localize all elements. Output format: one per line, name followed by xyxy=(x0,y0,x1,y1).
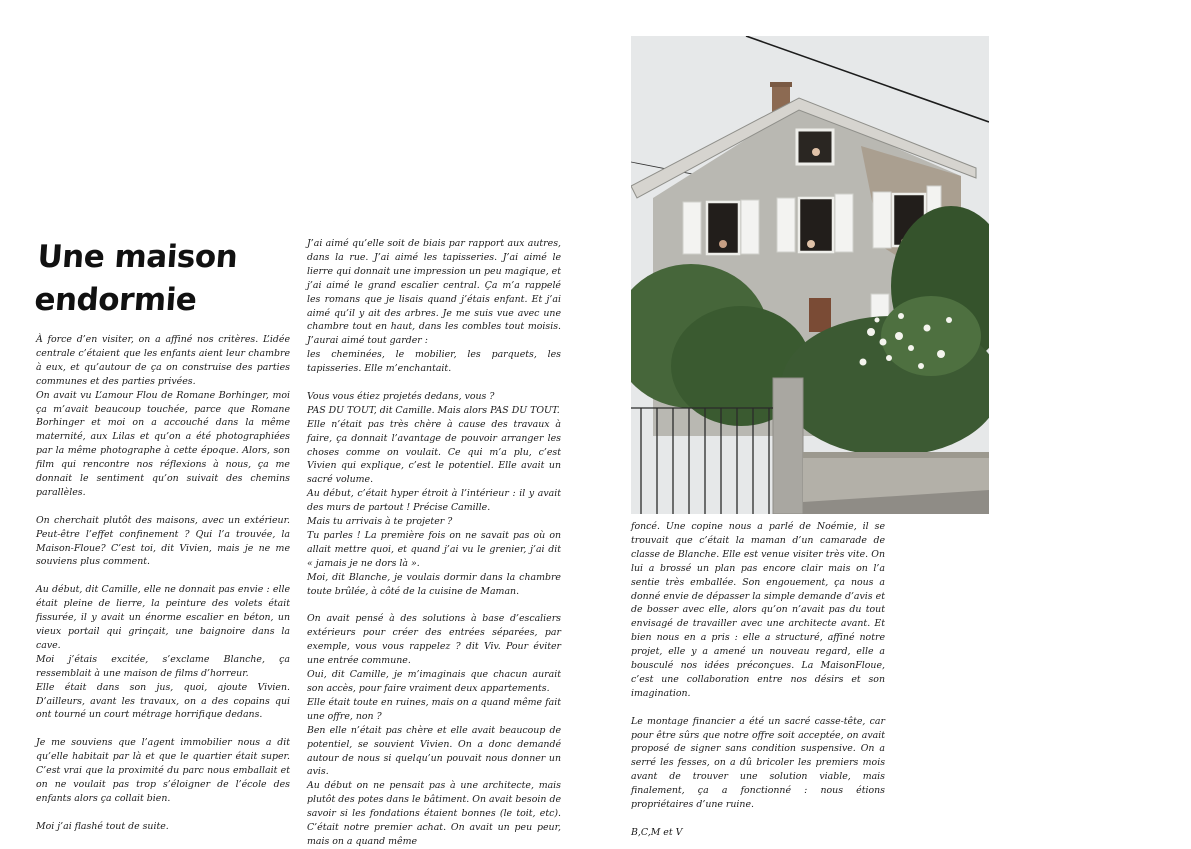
paragraph: Elle était toute en ruines, mais on a quand même fait une offre, non ? xyxy=(307,696,561,722)
text-column-3 xyxy=(631,520,885,840)
paragraph: Mais tu arrivais à te projeter ? xyxy=(307,516,453,528)
text-column-2 xyxy=(307,237,561,849)
paragraph: les cheminées, le mobilier, les parquets, les tapisseries. Elle m’enchantait. xyxy=(307,349,561,375)
text-column-1 xyxy=(36,333,290,834)
window-top xyxy=(797,130,833,164)
paragraph: foncé. Une copine nous a parlé de Noémie, il se trouvait que c’était la maman d’un camarade de classe de Blanche. Elle est venue visiter très vite. On lui a brossé un plan pas encore clair mais on l’a sentie très emballée. Son engouement, ça nous a donné envie de dépasser la simple demande d’avis et de bosser avec elle, alors qu’on n’avait pas du tout envisagé de travailler avec une architecte avant. Et bien nous en a pris : elle a structuré, affiné notre projet, elle y a amené un nouveau regard, elle a bousculé nos idées préconçues. La MaisonFloue, c’est une collaboration entre nos désirs et son imagination. xyxy=(631,521,885,699)
paragraph: Oui, dit Camille, je m’imaginais que chacun aurait son accès, pour faire vraiment deux appartements. xyxy=(307,669,561,694)
paragraph: À force d’en visiter, on a affiné nos critères. L’idée centrale c’étaient que les enfants aient leur chambre à eux, et qu’autour de ça on construise des parties communes et des parties privées. xyxy=(36,334,290,387)
paragraph: Au début on ne pensait pas à une architecte, mais plutôt des potes dans le bâtiment. On avait besoin de savoir si les fondations étaient bonnes (le toit, etc). C’était notre premier achat. On avait un peu peur, mais on a quand même xyxy=(307,780,561,847)
house-illustration xyxy=(631,36,989,514)
paragraph: Moi j’étais excitée, s’exclame Blanche, ça ressemblait à une maison de films d’horreur. xyxy=(36,653,290,679)
shutter xyxy=(873,192,891,248)
person xyxy=(719,240,727,248)
paragraph: J’ai aimé qu’elle soit de biais par rapport aux autres, dans la rue. J’ai aimé les tapisseries. J’ai aimé le lierre qui donnait une impression un peu magique, et j’ai aimé le grand escalier central. Ça m’a rappelé les romans que je lisais quand j’étais enfant. Et j’ai aimé qu’il y ait des arbres. Je me suis vue avec une chambre tout en haut, dans les combles tout moisis. J’aurai aimé tout garder : xyxy=(307,238,561,347)
paragraph: Elle était dans son jus, quoi, ajoute Vivien. D’ailleurs, avant les travaux, on a des copains qui ont tourné un court métrage horrifique dedans. xyxy=(36,681,290,721)
paragraph: Moi j’ai flashé tout de suite. xyxy=(36,820,169,832)
title-line-2: endormie xyxy=(33,282,198,318)
article-title xyxy=(33,236,279,322)
person xyxy=(812,148,820,156)
paragraph: Au début, dit Camille, elle ne donnait pas envie : elle était pleine de lierre, la peinture des volets était fissurée, il y avait un énorme escalier en béton, un vieux portail qui grinçait, une baignoire dans la cave. xyxy=(36,584,290,651)
paragraph: On avait vu L’amour Flou de Romane Borhinger, moi ça m’avait beaucoup touchée, parce que Romane Borhinger et moi on a accouché dans la même maternité, aux Lilas et qu’on a été photographiées par la même photographe à cette époque. Alors, son film qui rencontre nos réflexions à nous, ça me donnait le sentiment qu’on suivait des chemins parallèles. xyxy=(36,389,290,498)
paragraph: PAS DU TOUT, dit Camille. Mais alors PAS DU TOUT. xyxy=(307,404,560,416)
house-photo xyxy=(631,36,989,514)
paragraph: Moi, dit Blanche, je voulais dormir dans la chambre toute brûlée, à côté de la cuisine de Maman. xyxy=(307,571,561,597)
paragraph: Vous vous étiez projetés dedans, vous ? xyxy=(307,390,495,402)
shutter xyxy=(683,202,701,254)
paragraph: Le montage financier a été un sacré casse-tête, car pour être sûrs que notre offre soit acceptée, on avait proposé de signer sans condition suspensive. On a serré les fesses, on a dû bricoler les premiers mois avant de trouver une solution viable, mais finalement, ça a fonctionné : nous étions propriétaires d’une ruine. xyxy=(631,715,885,811)
paragraph: Tu parles ! La première fois on ne savait pas où on allait mettre quoi, et quand j’ai vu le grenier, j’ai dit « jamais je ne dors là ». xyxy=(307,530,561,569)
paragraph: Je me souviens que l’agent immobilier nous a dit qu’elle habitait par là et que le quartier était super. C’est vrai que la proximité du parc nous emballait et on ne voulait pas trop s’éloigner de l’école des enfants alors ça collait bien. xyxy=(36,737,290,804)
chimney-cap xyxy=(770,82,792,87)
gate-pillar xyxy=(773,378,803,514)
paragraph: Ben elle n’était pas chère et elle avait beaucoup de potentiel, se souvient Vivien. On a donc demandé autour de nous si quelqu’un pouvait nous donner un avis. xyxy=(307,724,561,778)
wall-cap xyxy=(803,452,989,458)
shutter xyxy=(777,198,795,252)
window-lower xyxy=(809,298,831,332)
title-line-1: Une maison xyxy=(36,239,239,275)
window xyxy=(799,198,833,252)
person xyxy=(807,240,815,248)
shutter xyxy=(835,194,853,252)
signature: B,C,M et V xyxy=(631,826,683,838)
paragraph: On avait pensé à des solutions à base d’escaliers extérieurs pour créer des entrées séparées, par exemple, vous vous rappelez ? dit Viv. Pour éviter une entrée commune. xyxy=(307,613,561,667)
paragraph: Au début, c’était hyper étroit à l’intérieur : il y avait des murs de partout ! Précise Camille. xyxy=(307,488,561,514)
paragraph: Elle n’était pas très chère à cause des travaux à faire, ça donnait l’avantage de pouvoir arranger les choses comme on voulait. Ce qui m’a plu, c’est Vivien qui explique, c’est le potentiel. Elle avait un sacré volume. xyxy=(307,418,561,486)
shutter xyxy=(741,200,759,254)
paragraph: On cherchait plutôt des maisons, avec un extérieur. Peut-être l’effet confinement ? Qui l’a trouvée, la Maison-Floue? C’est toi, dit Vivien, mais je ne me souviens plus comment. xyxy=(36,514,290,568)
